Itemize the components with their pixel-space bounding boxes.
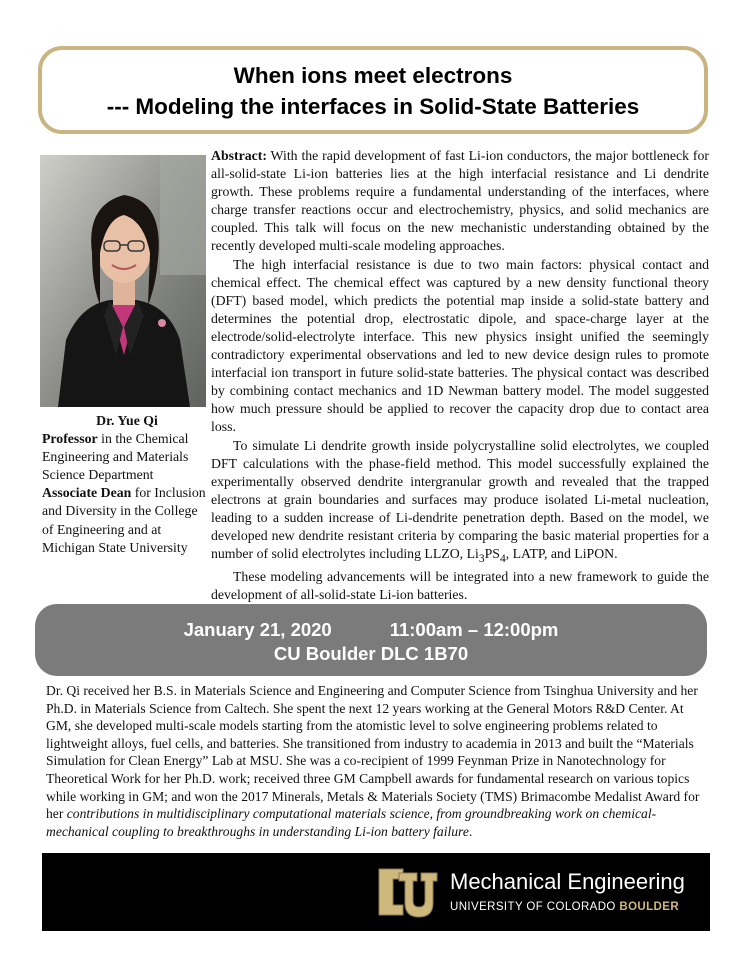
- speaker-title-dean: [42, 484, 212, 556]
- abstract-label: Abstract:: [211, 148, 267, 163]
- subscript-4: 4: [499, 552, 506, 565]
- event-location: CU Boulder DLC 1B70: [273, 643, 469, 664]
- abstract-p1-text: With the rapid development of fast Li-ion conductors, the major bottleneck for all-solid-state Li-ion batteries lies at the high interfacial resistance and Li dendrite growth. These problems require a fundamental understanding of the interfaces, where charge transfer reactions occur and electrochemistry, physics, and solid mechanics are coupled. This talk will focus on the new mechanistic understanding obtained by the recently developed multi-scale modeling approaches.: [211, 148, 709, 254]
- abstract-paragraph-1: [211, 147, 709, 256]
- speaker-name: Dr. Yue Qi: [96, 413, 158, 428]
- title-line-2: --- Modeling the interfaces in Solid-State Batteries: [106, 94, 640, 119]
- university-boulder: BOULDER: [619, 901, 680, 913]
- abstract-paragraph-3: [211, 437, 709, 568]
- abstract-paragraph-4: These modeling advancements will be integrated into a new framework to guide the development of all-solid-state Li-ion batteries.: [211, 568, 709, 602]
- speaker-info: [42, 412, 212, 557]
- footer-banner: [42, 853, 710, 931]
- speaker-photo: [40, 155, 206, 407]
- title-line-1: When ions meet electrons: [233, 63, 513, 88]
- event-date: January 21, 2020: [183, 619, 332, 640]
- event-datetime: [35, 618, 707, 642]
- bio-text: Dr. Qi received her B.S. in Materials Science and Engineering and Computer Science from Tsinghua University and her Ph.D. in Materials Science from Caltech. She spent the next 12 years working at the General Motors R&D Center. At GM, she developed multi-scale models starting from the atomistic level to solve engineering problems related to lightweight alloys, fuel cells, and batteries. She transitioned from industry to academia in 2013 and built the “Materials Simulation for Clean Energy” Lab at MSU. She was a co-recipient of 1999 Feynman Prize in Nanotechnology for Theoretical Work for her Ph.D. work; received three GM Campbell awards for fundamental research on various topics while working in GM; and won the 2017 Minerals, Metals & Materials Society (TMS) Brimacombe Medalist Award for her: [46, 683, 700, 822]
- professor-detail: in the Chemical Engineering and Materials Science Department: [42, 431, 189, 483]
- cu-logo-icon: [375, 863, 439, 921]
- professor-label: Professor: [42, 431, 98, 447]
- bio-end: .: [468, 823, 473, 839]
- dean-detail: for Inclusion and Diversity in the College of Engineering and at Michigan State University: [42, 485, 206, 555]
- abstract-paragraph-2: The high interfacial resistance is due to two main factors: physical contact and chemical effect. The chemical effect was captured by a new density functional theory (DFT) based model, which predicts the potential map inside a solid-state battery and determines the potential drop, electrostatic dipole, and space-charge layer at the electrode/solid-electrolyte interface. This new physics insight unified the seemingly contradictory experimental observations and led to new device design rules to promote interfacial ion transport in future solid-state batteries. The physical contact was described by combining contact mechanics and 1D Newman battery model. The model suggested how much pressure should be applied to recover the capacity drop due to contact area loss.: [211, 256, 709, 435]
- abstract-p3-end: , LATP, and LiPON.: [505, 546, 618, 562]
- department-name: Mechanical Engineering: [450, 869, 685, 894]
- university-prefix: UNIVERSITY OF COLORADO: [450, 901, 620, 913]
- abstract-p3-ps: PS: [484, 546, 500, 562]
- university-name: [450, 901, 679, 913]
- dean-label: Associate Dean: [42, 485, 132, 501]
- speaker-portrait-icon: [40, 155, 206, 407]
- event-time: 11:00am – 12:00pm: [389, 619, 559, 640]
- speaker-title-professor: [42, 430, 212, 484]
- speaker-biography: [46, 682, 710, 840]
- abstract-p3-text: To simulate Li dendrite growth inside polycrystalline solid electrolytes, we coupled DFT calculations with the phase-field method. This model successfully explained the experimentally observed dendrite intergranular growth and revealed that the trapped electrons at grain boundaries and surfaces may produce isolated Li-metal nucleation, leading to a sudden increase of Li-dendrite penetration depth. Based on the model, we developed new dendrite resistant criteria by comparing the basic material properties for a number of solid electrolytes including LLZO, Li: [211, 437, 709, 562]
- title-box: [38, 46, 708, 134]
- subscript-3: 3: [478, 552, 485, 565]
- abstract: [211, 147, 709, 604]
- event-banner: [35, 604, 707, 676]
- bio-italic: contributions in multidisciplinary computational materials science, from groundbreaking work on chemical-mechanical coupling to breakthroughs in understanding Li-ion battery failure: [46, 806, 657, 839]
